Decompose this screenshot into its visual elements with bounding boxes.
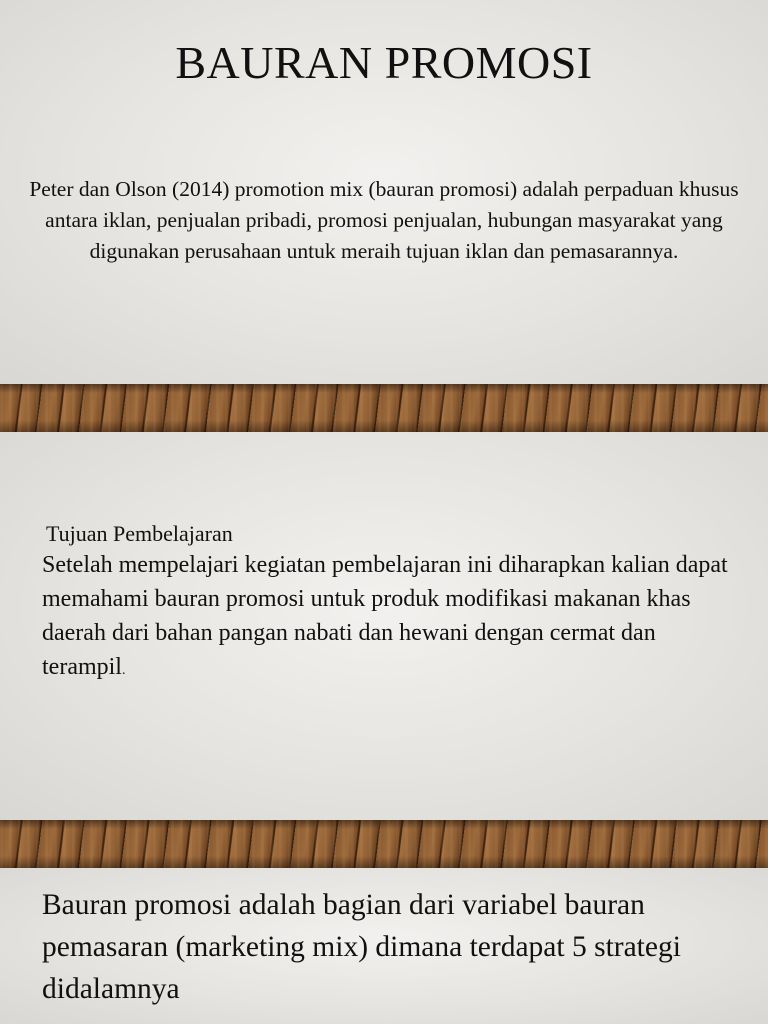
definition-paragraph: Peter dan Olson (2014) promotion mix (bauran promosi) adalah perpaduan khusus antara iklan, penjualan pribadi, promosi penjualan, hubungan masyarakat yang digunakan perusahaan untuk meraih tujuan iklan dan pemasarannya. xyxy=(29,177,739,263)
slide-title: BAURAN PROMOSI xyxy=(175,37,593,88)
summary-paragraph: Bauran promosi adalah bagian dari variabel bauran pemasaran (marketing mix) dimana terdapat 5 strategi didalamnya xyxy=(42,889,681,1005)
slide-1 xyxy=(0,0,768,384)
objectives-text xyxy=(42,548,742,688)
wood-floor-divider xyxy=(0,820,768,868)
slide-3 xyxy=(0,868,768,1024)
slide-2 xyxy=(0,432,768,820)
wood-floor-divider xyxy=(0,384,768,432)
objectives-body-text: Setelah mempelajari kegiatan pembelajaran ini diharapkan kalian dapat memahami bauran promosi untuk produk modifikasi makanan khas daerah dari bahan pangan nabati dan hewani dengan cermat dan terampil xyxy=(42,552,728,680)
learning-objectives xyxy=(42,520,742,688)
objectives-heading: Tujuan Pembelajaran xyxy=(46,521,233,546)
trailing-period: . xyxy=(121,663,126,678)
